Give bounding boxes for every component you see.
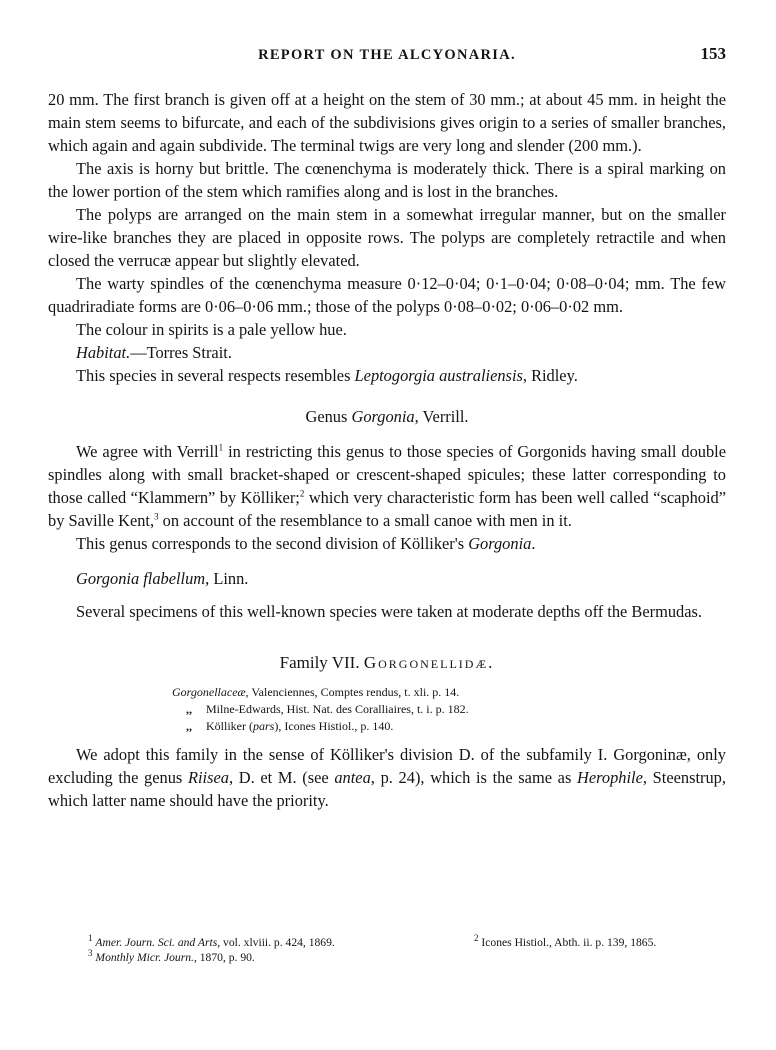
paragraph-stem-description: 20 mm. The first branch is given off at a height on the stem of 30 mm.; at about 45 mm. in height the main stem seems to bifurcate, and each of the subdivisions gives origin to a series of smaller branches, which again and again subdivide. The terminal twigs are very long and slender (200 mm.). <box>48 90 726 155</box>
family-def-b: , D. et M. (see <box>228 768 335 787</box>
synonym-entry <box>172 684 726 701</box>
genus-corr-italic: Gorgonia <box>468 534 532 553</box>
family-def-c: , p. 24), which is the same as <box>370 768 578 787</box>
synonym-name: Gorgonellaceæ <box>172 685 246 699</box>
synonymy-list <box>172 684 726 735</box>
genus-def-part-b: in restricting this genus to those species of Gorgonids having small double spindles along with small bracket-shaped or crescent-shaped spicules; these latter corresponding to those called “Klammern” by Kölliker; <box>48 442 727 507</box>
body-text <box>48 88 726 812</box>
synonym-citation-italic: pars <box>253 719 275 733</box>
paragraph-genus-definition <box>48 440 726 532</box>
footnote-1 <box>88 933 335 949</box>
footnote-ref-1: 1 <box>218 442 224 453</box>
synonym-citation-a: Kölliker ( <box>206 719 253 733</box>
resemblance-author: , Ridley. <box>522 366 578 385</box>
genus-def-part-a: We agree with Verrill <box>76 442 219 461</box>
family-def-riisea: Riisea <box>187 768 229 787</box>
genus-heading-name: Gorgonia <box>351 407 415 426</box>
synonym-entry <box>172 718 726 735</box>
species-heading-name: Gorgonia flabellum <box>76 569 206 588</box>
footnote-3-number: 3 <box>88 948 93 959</box>
family-heading <box>48 651 726 674</box>
family-def-a: We adopt this family in the sense of Kölliker's division D. of the subfamily I. Gorgoninæ, only excluding the genus <box>48 745 726 787</box>
footnote-1-citation: , vol. xlviii. p. 424, 1869. <box>217 936 335 949</box>
footnotes <box>88 935 728 965</box>
genus-heading-author: , Verrill. <box>414 407 469 426</box>
footnote-2-number: 2 <box>474 933 479 944</box>
footnote-1-number: 1 <box>88 933 93 944</box>
family-heading-name: Gorgonellidæ. <box>363 653 495 672</box>
resemblance-species: Leptogorgia australiensis <box>354 366 523 385</box>
synonym-citation: , Valenciennes, Comptes rendus, t. xli. p. 14. <box>245 685 460 699</box>
synonym-citation: Milne-Edwards, Hist. Nat. des Coralliaires, t. i. p. 182. <box>206 702 469 716</box>
family-def-antea: antea <box>334 768 371 787</box>
family-heading-number: Family VII. <box>279 653 360 672</box>
footnote-3-journal: Monthly Micr. Journ. <box>95 951 194 964</box>
family-def-d: , Steenstrup, which latter name should have the priority. <box>48 768 726 810</box>
ditto-mark: ,, <box>186 719 192 733</box>
paragraph-genus-correspondence <box>48 532 726 555</box>
footnote-ref-3: 3 <box>154 511 159 522</box>
paragraph-species-specimens: Several specimens of this well-known species were taken at moderate depths off the Bermudas. <box>76 602 702 621</box>
page-number: 153 <box>700 44 726 63</box>
footnote-3-citation: , 1870, p. 90. <box>193 951 255 964</box>
resemblance-text: This species in several respects resembles <box>76 366 355 385</box>
footnote-1-journal: Amer. Journ. Sci. and Arts <box>95 936 218 949</box>
habitat-location: —Torres Strait. <box>130 343 232 362</box>
paragraph-axis: The axis is horny but brittle. The cœnenchyma is moderately thick. There is a spiral marking on the lower portion of the stem which ramifies along and is lost in the branches. <box>48 159 726 201</box>
synonym-citation-b: ), Icones Histiol., p. 140. <box>274 719 394 733</box>
footnote-3 <box>88 948 255 964</box>
family-def-herophile: Herophile <box>577 768 643 787</box>
footnote-row <box>88 950 728 965</box>
footnote-row <box>88 935 728 950</box>
footnote-2 <box>474 935 656 950</box>
paragraph-polyps: The polyps are arranged on the main stem in a somewhat irregular manner, but on the smaller wire-like branches they are placed in opposite rows. The polyps are completely retractile and when closed the verrucæ appear but slightly elevated. <box>48 205 726 270</box>
page-header <box>48 44 726 70</box>
genus-def-part-c: which very characteristic form has been well called “scaphoid” by Saville Kent, <box>48 488 727 530</box>
paragraph-family-definition <box>48 743 726 812</box>
footnote-2-citation: Icones Histiol., Abth. ii. p. 139, 1865. <box>481 936 657 949</box>
genus-corr-text: This genus corresponds to the second division of Kölliker's <box>76 534 469 553</box>
genus-heading-prefix: Genus <box>305 407 352 426</box>
genus-def-part-d: on account of the resemblance to a small canoe with men in it. <box>158 511 572 530</box>
species-heading-author: , Linn. <box>205 569 249 588</box>
footnote-ref-2: 2 <box>299 488 305 499</box>
synonym-entry <box>172 701 726 718</box>
habitat-label: Habitat. <box>76 343 131 362</box>
running-title: REPORT ON THE ALCYONARIA. <box>258 47 516 63</box>
paragraph-habitat <box>48 341 726 364</box>
genus-corr-end: . <box>531 534 536 553</box>
paragraph-spindles: The warty spindles of the cœnenchyma measure 0·12–0·04; 0·1–0·04; 0·08–0·04; mm. The few quadriradiate forms are 0·06–0·06 mm.; those of the polyps 0·08–0·02; 0·06–0·02 mm. <box>48 274 726 316</box>
ditto-mark: ,, <box>186 702 192 716</box>
species-heading <box>76 567 726 590</box>
paragraph-resemblance <box>48 364 726 387</box>
genus-heading <box>48 405 726 428</box>
paragraph-colour: The colour in spirits is a pale yellow hue. <box>76 320 347 339</box>
